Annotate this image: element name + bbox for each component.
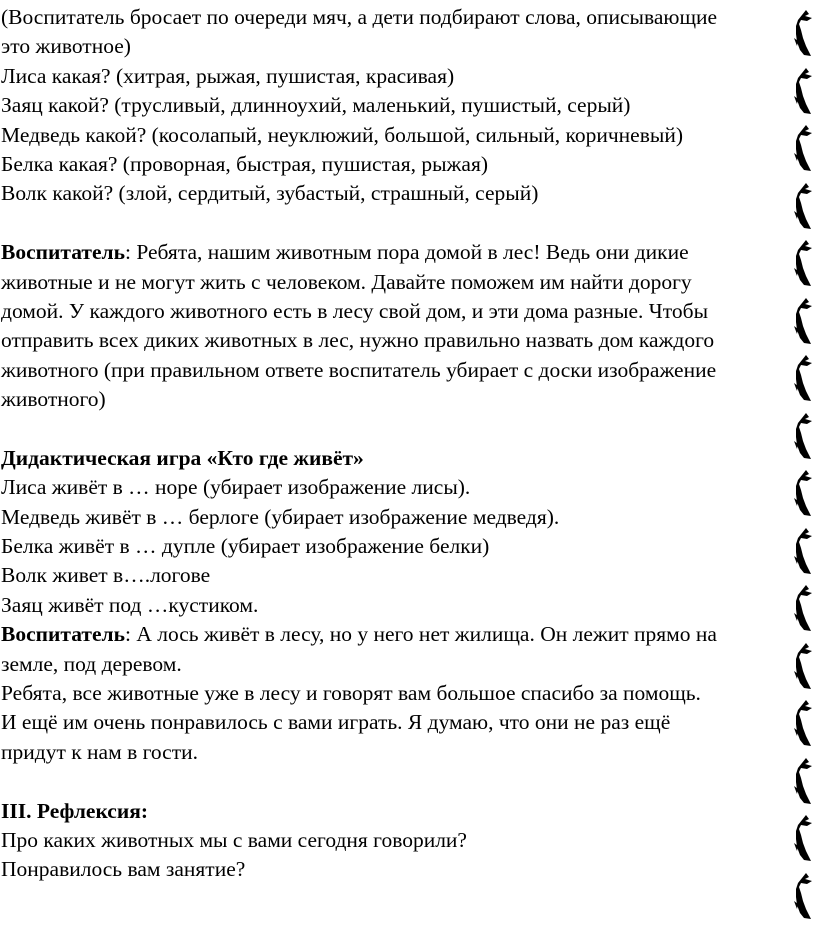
text-line: Заяц какой? (трусливый, длинноухий, маленький, пушистый, серый) <box>1 93 631 118</box>
text-line: животного) <box>1 387 106 412</box>
black-silhouette-border-icon <box>790 8 816 58</box>
black-silhouette-border-icon <box>790 353 816 403</box>
black-silhouette-border-icon <box>790 698 816 748</box>
blank-line <box>1 767 816 796</box>
speaker-name: Воспитатель <box>1 622 125 647</box>
text-line: Понравилось вам занятие? <box>1 857 246 882</box>
text-line: (Воспитатель бросает по очереди мяч, а дети подбирают слова, описывающие <box>1 5 718 29</box>
text-line: Медведь какой? (косолапый, неуклюжий, большой, сильный, коричневый) <box>1 122 683 147</box>
text-line: животные и не могут жить с человеком. Давайте поможем им найти дорогу <box>1 269 692 294</box>
black-silhouette-border-icon <box>790 238 816 288</box>
text-line: Лиса какая? (хитрая, рыжая, пушистая, красивая) <box>1 63 455 88</box>
text-line: И ещё им очень понравилось с вами играть. Я думаю, что они не раз ещё <box>1 710 671 735</box>
black-silhouette-border-icon <box>790 123 816 173</box>
black-silhouette-border-icon <box>790 526 816 576</box>
text-line: земле, под деревом. <box>1 651 182 676</box>
black-silhouette-border-icon <box>790 583 816 633</box>
text-line: Ребята, все животные уже в лесу и говорят вам большое спасибо за помощь. <box>1 680 701 705</box>
speaker-line <box>1 238 816 267</box>
black-silhouette-border-icon <box>790 411 816 461</box>
black-silhouette-border-icon <box>790 296 816 346</box>
text-line: придут к нам в гости. <box>1 739 198 764</box>
text-line: Лиса живёт в … норе (убирает изображение лисы). <box>1 475 471 500</box>
speaker-text: : А лось живёт в лесу, но у него нет жилища. Он лежит прямо на <box>124 622 717 647</box>
text-line: Про каких животных мы с вами сегодня говорили? <box>1 827 467 852</box>
black-silhouette-border-icon <box>790 66 816 116</box>
text-line: Белка какая? (проворная, быстрая, пушистая, рыжая) <box>1 151 489 176</box>
blank-line <box>1 414 816 443</box>
text-line: Белка живёт в … дупле (убирает изображение белки) <box>1 534 490 559</box>
section-heading <box>1 444 816 473</box>
text-line: Волк какой? (злой, сердитый, зубастый, страшный, серый) <box>1 181 539 206</box>
text-line: животного (при правильном ответе воспитатель убирает с доски изображение <box>1 357 717 382</box>
black-silhouette-border-icon <box>790 181 816 231</box>
speaker-text: : Ребята, нашим животным пора домой в лес! Ведь они дикие <box>124 240 689 265</box>
black-silhouette-border-icon <box>790 756 816 806</box>
text-line: Заяц живёт под …кустиком. <box>1 592 259 617</box>
black-silhouette-border-icon <box>790 813 816 863</box>
section-heading-text: Дидактическая игра «Кто где живёт» <box>1 445 364 470</box>
text-line: это животное) <box>1 34 131 59</box>
black-silhouette-border-icon <box>790 468 816 518</box>
black-silhouette-border-icon <box>790 641 816 691</box>
section-heading <box>1 797 816 826</box>
speaker-line <box>1 620 816 649</box>
section-heading-text: III. Рефлексия: <box>1 798 149 823</box>
decorative-border <box>790 0 816 950</box>
blank-line <box>1 209 816 238</box>
text-line: отправить всех диких животных в лес, нужно правильно назвать дом каждого <box>1 328 715 353</box>
text-line: Медведь живёт в … берлоге (убирает изображение медведя). <box>1 504 560 529</box>
document-body <box>1 3 816 885</box>
text-line: Волк живет в….логове <box>1 563 211 588</box>
text-line: домой. У каждого животного есть в лесу свой дом, и эти дома разные. Чтобы <box>1 298 709 323</box>
speaker-name: Воспитатель <box>1 240 125 265</box>
black-silhouette-border-icon <box>790 871 816 921</box>
